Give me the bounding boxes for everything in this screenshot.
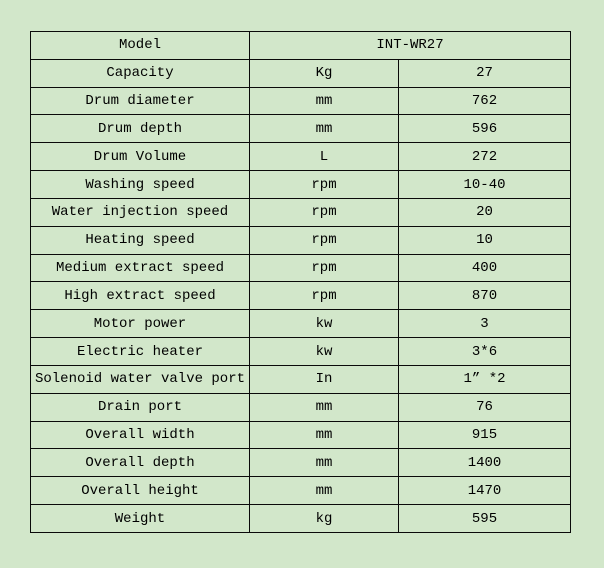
table-row <box>31 477 571 505</box>
cell-label: Washing speed <box>31 171 250 199</box>
cell-label: Electric heater <box>31 338 250 366</box>
cell-unit: mm <box>250 449 399 477</box>
cell-label: Heating speed <box>31 226 250 254</box>
header-model-cell: Model <box>31 32 250 60</box>
table-row <box>31 310 571 338</box>
cell-value: 596 <box>399 115 571 143</box>
cell-unit: kg <box>250 505 399 533</box>
table-row <box>31 59 571 87</box>
table-row <box>31 171 571 199</box>
cell-label: Medium extract speed <box>31 254 250 282</box>
cell-unit: In <box>250 365 399 393</box>
cell-unit: rpm <box>250 171 399 199</box>
table-row <box>31 365 571 393</box>
table-row <box>31 282 571 310</box>
cell-unit: Kg <box>250 59 399 87</box>
cell-label: Drum Volume <box>31 143 250 171</box>
cell-label: Overall width <box>31 421 250 449</box>
table-header-row <box>31 32 571 60</box>
cell-label: Weight <box>31 505 250 533</box>
cell-label: Overall height <box>31 477 250 505</box>
table-row <box>31 338 571 366</box>
table-row <box>31 87 571 115</box>
cell-value: 272 <box>399 143 571 171</box>
cell-unit: mm <box>250 393 399 421</box>
cell-value: 20 <box>399 198 571 226</box>
header-model-value-cell: INT-WR27 <box>250 32 571 60</box>
cell-label: Drum depth <box>31 115 250 143</box>
cell-value: 870 <box>399 282 571 310</box>
cell-value: 3*6 <box>399 338 571 366</box>
cell-value: 1400 <box>399 449 571 477</box>
cell-unit: mm <box>250 87 399 115</box>
cell-unit: L <box>250 143 399 171</box>
table-row <box>31 143 571 171</box>
cell-unit: rpm <box>250 226 399 254</box>
table-row <box>31 505 571 533</box>
cell-unit: rpm <box>250 254 399 282</box>
cell-label: High extract speed <box>31 282 250 310</box>
cell-label: Motor power <box>31 310 250 338</box>
cell-value: 10 <box>399 226 571 254</box>
table-row <box>31 449 571 477</box>
cell-value: 400 <box>399 254 571 282</box>
cell-value: 10-40 <box>399 171 571 199</box>
table-row <box>31 393 571 421</box>
cell-label: Drain port <box>31 393 250 421</box>
cell-label: Drum diameter <box>31 87 250 115</box>
table-row <box>31 115 571 143</box>
spec-table-container <box>30 31 570 533</box>
cell-value: 1” *2 <box>399 365 571 393</box>
spec-table <box>30 31 571 533</box>
cell-value: 76 <box>399 393 571 421</box>
table-row <box>31 254 571 282</box>
table-row <box>31 226 571 254</box>
cell-unit: rpm <box>250 282 399 310</box>
cell-label: Capacity <box>31 59 250 87</box>
table-row <box>31 421 571 449</box>
cell-label: Water injection speed <box>31 198 250 226</box>
cell-value: 595 <box>399 505 571 533</box>
cell-value: 27 <box>399 59 571 87</box>
cell-label: Solenoid water valve port <box>31 365 250 393</box>
cell-label: Overall depth <box>31 449 250 477</box>
cell-value: 3 <box>399 310 571 338</box>
table-row <box>31 198 571 226</box>
cell-unit: mm <box>250 421 399 449</box>
spec-table-body <box>31 32 571 533</box>
cell-unit: mm <box>250 115 399 143</box>
cell-unit: kw <box>250 338 399 366</box>
cell-unit: rpm <box>250 198 399 226</box>
cell-value: 1470 <box>399 477 571 505</box>
cell-unit: kw <box>250 310 399 338</box>
cell-value: 762 <box>399 87 571 115</box>
cell-value: 915 <box>399 421 571 449</box>
cell-unit: mm <box>250 477 399 505</box>
